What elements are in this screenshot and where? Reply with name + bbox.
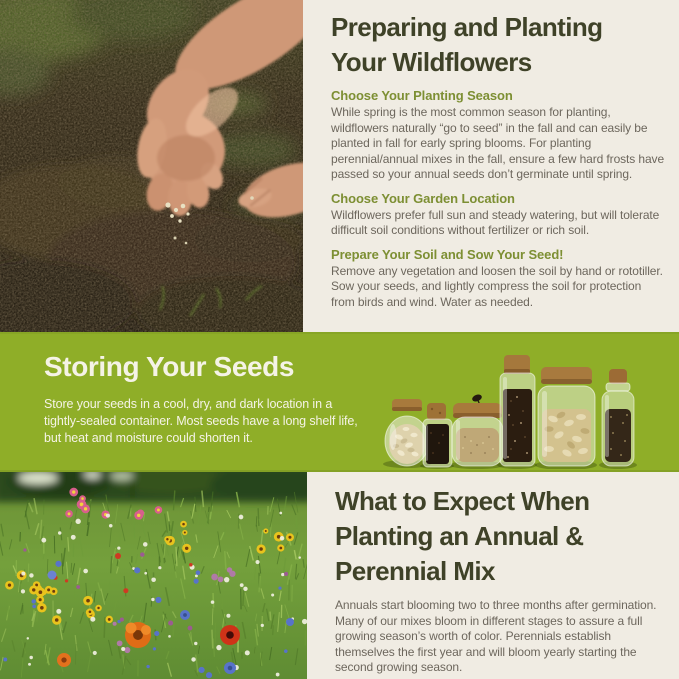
expect-content xyxy=(307,472,679,679)
wildflower-meadow-photo xyxy=(0,472,307,679)
expect-section xyxy=(0,472,679,679)
jar-squat-tan-seeds xyxy=(452,393,503,466)
seed-jars-photo xyxy=(381,353,643,469)
planting-title-line: Preparing and Planting xyxy=(331,12,603,42)
hand-planting-illustration xyxy=(0,0,303,332)
expect-title-line: Perennial Mix xyxy=(335,556,495,586)
body-planting-season: While spring is the most common season for planting, wildflowers naturally “go to seed” in the fall and can easily be planted in fall for early spring blooms. For planting perennial/annual mixes in the fall, ensure a few hard frosts have passed so your annual seeds don’t germinate until spring. xyxy=(331,105,665,181)
subheading-planting-season: Choose Your Planting Season xyxy=(331,88,513,103)
hand-planting-photo xyxy=(0,0,303,332)
seed-jars-illustration xyxy=(381,353,643,469)
subheading-garden-location: Choose Your Garden Location xyxy=(331,190,515,206)
body-prepare-soil: Remove any vegetation and loosen the soil by hand or rototiller. Sow your seeds, and lightly compress the soil for protection from birds and wind. Water as needed. xyxy=(331,263,663,309)
expect-title-line: Planting an Annual & xyxy=(335,521,584,551)
expect-body: Annuals start blooming two to three months after germination. Many of our mixes bloom in different stages to assure a full growing season’s worth of color. Perennials establish themselves the first year and will bloom yearly starting the second growing season. xyxy=(335,598,657,674)
storing-content xyxy=(44,350,374,447)
planting-title xyxy=(331,10,667,80)
jar-round-beans xyxy=(385,399,429,466)
storing-body: Store your seeds in a cool, dry, and dark location in a tightly-sealed container. Most seeds have a long shelf life, but heat and moisture could shorten it. xyxy=(44,397,358,445)
jar-large-pumpkin-seeds xyxy=(538,367,595,466)
treeline xyxy=(0,472,307,502)
expect-title xyxy=(335,484,667,589)
subheading-prepare-soil: Prepare Your Soil and Sow Your Seed! xyxy=(331,246,564,262)
body-garden-location: Wildflowers prefer full sun and steady watering, but will tolerate difficult soil conditions without fertilizer or rich soil. xyxy=(331,207,660,237)
jar-small-dark xyxy=(423,403,452,467)
jar-medium-mixed-seeds xyxy=(602,369,634,466)
planting-title-line: Your Wildflowers xyxy=(331,47,532,77)
storing-title: Storing Your Seeds xyxy=(44,351,295,382)
planting-section xyxy=(0,0,679,332)
expect-title-line: What to Expect When xyxy=(335,486,590,516)
storing-section xyxy=(0,332,679,472)
wildflower-meadow-illustration xyxy=(0,472,307,679)
jar-tall-dark-seeds xyxy=(500,355,535,466)
planting-content xyxy=(303,0,679,332)
